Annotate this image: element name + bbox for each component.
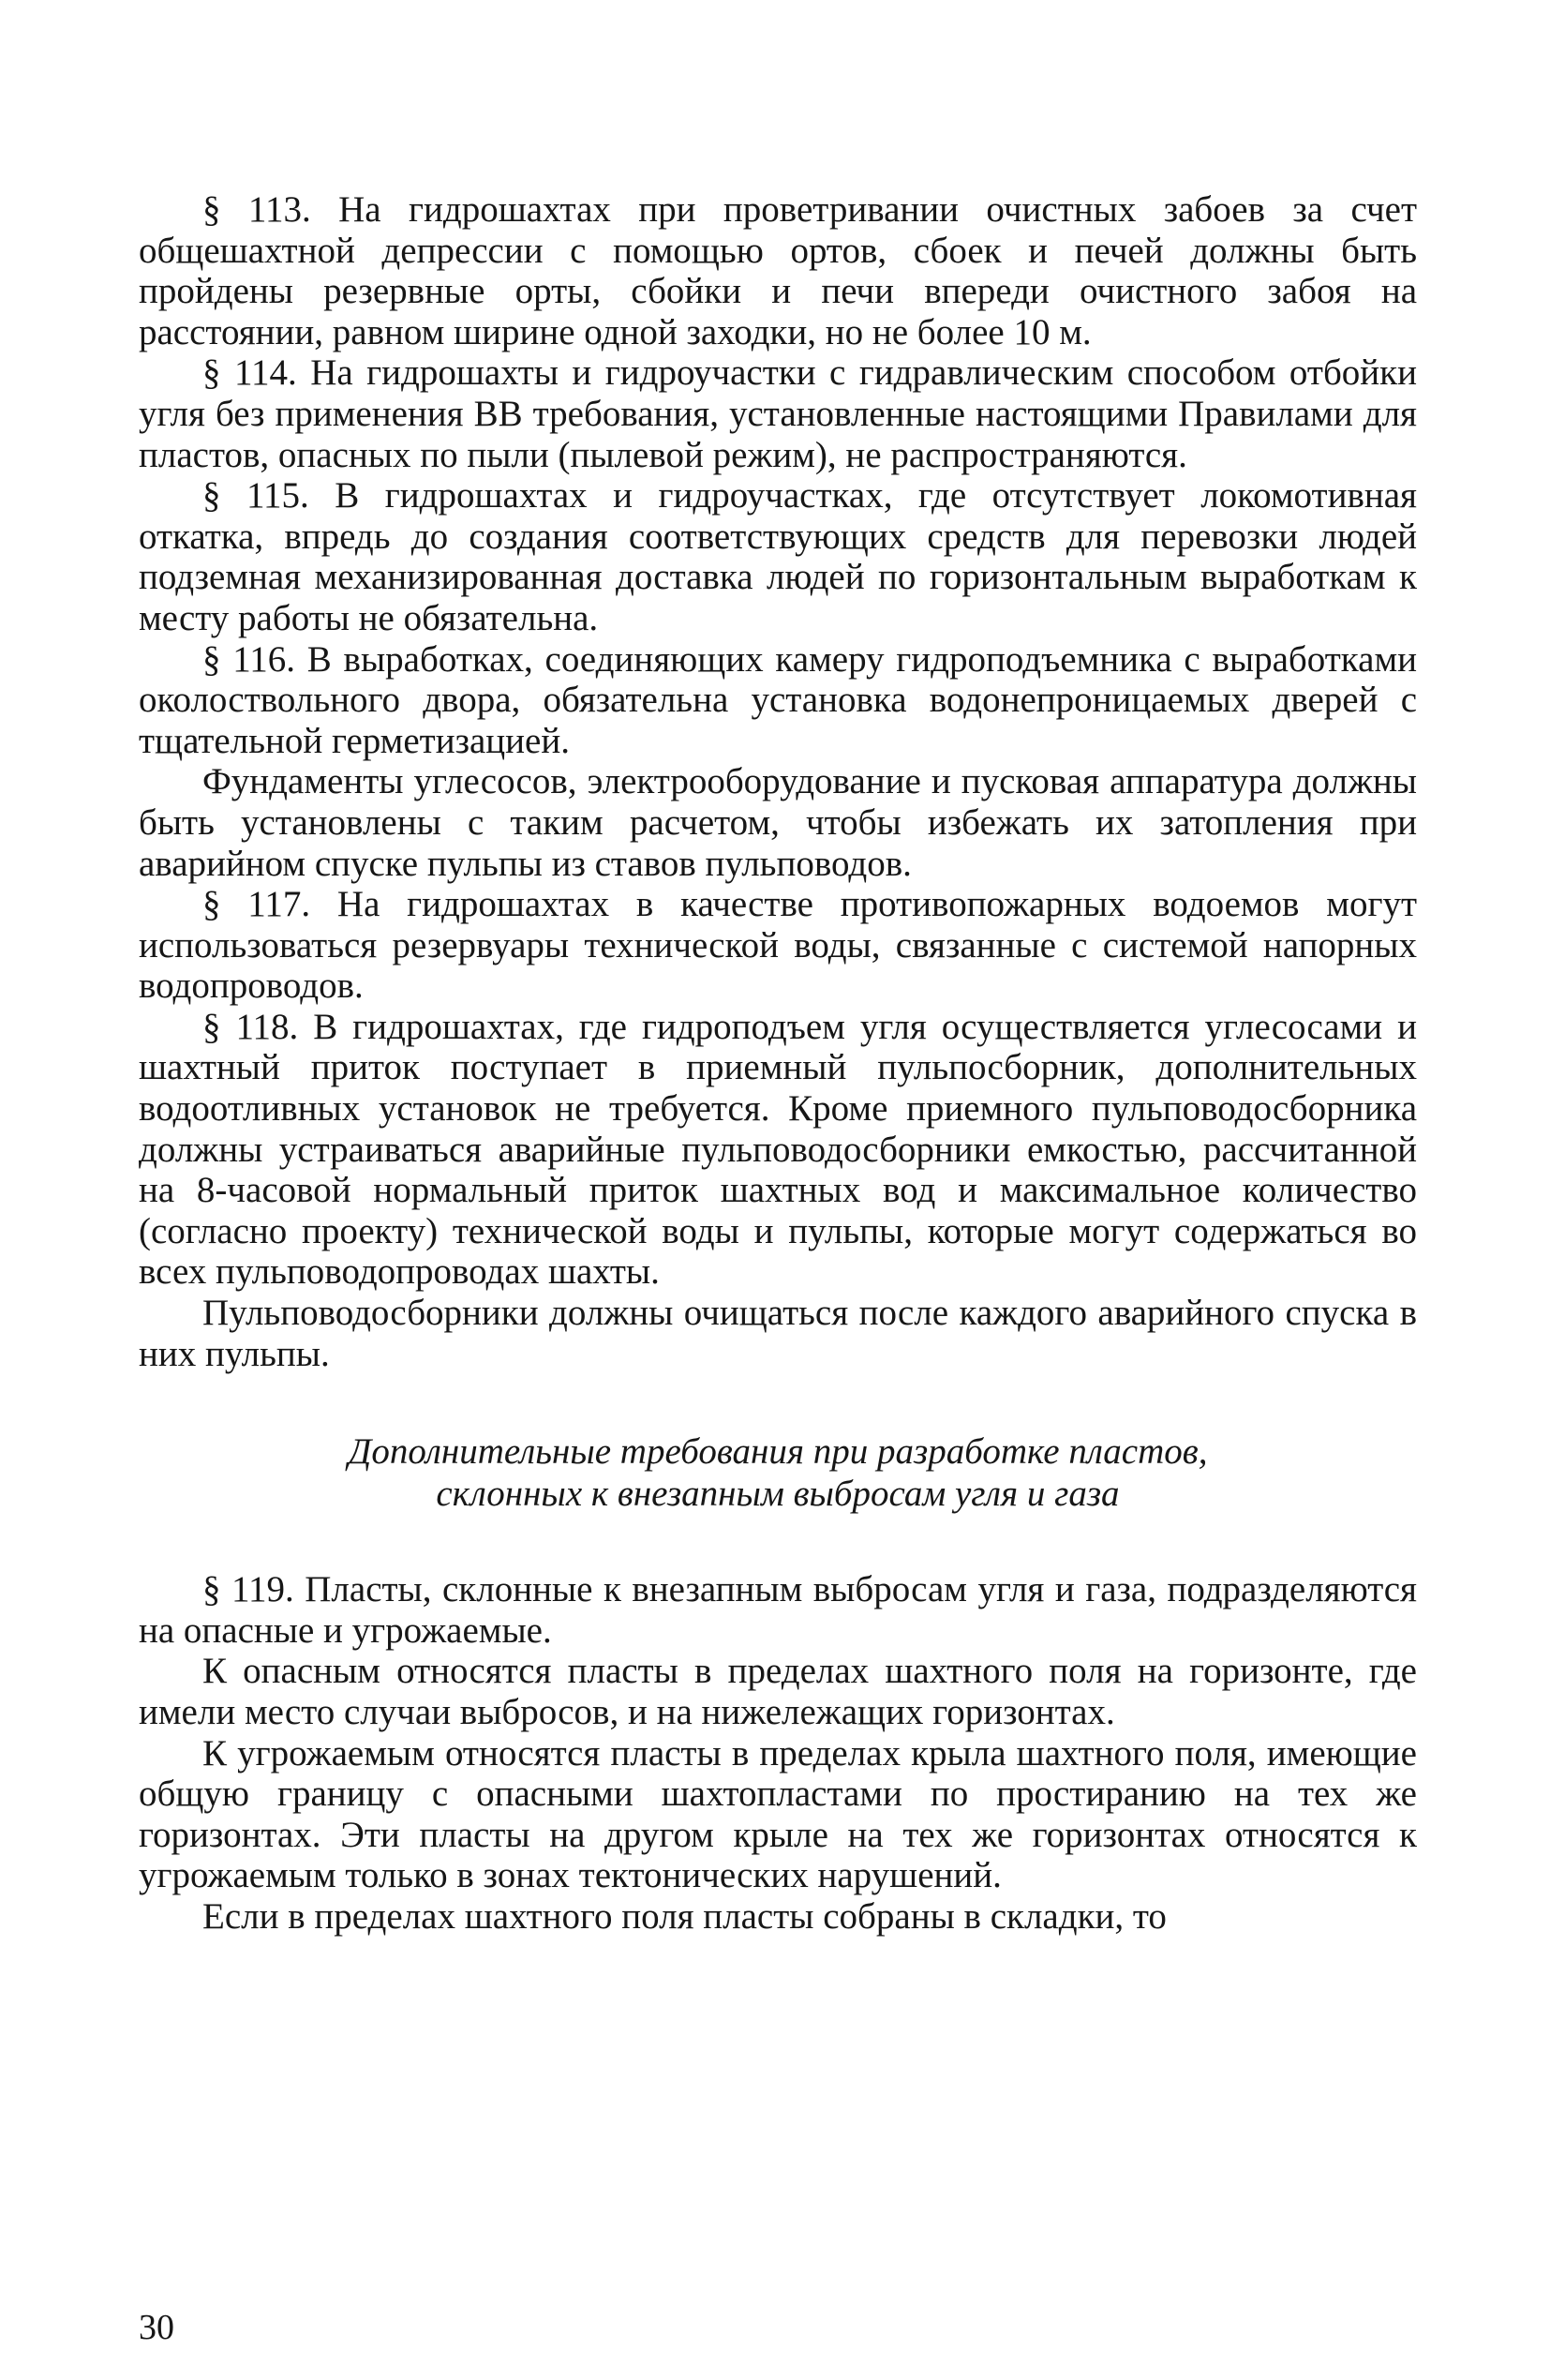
paragraph-116: § 116. В выработках, соединяющих камеру гидроподъемника с выработками околоствольного двора, обязательна установка водонепроницаемых дверей с тщательной герметизацией. [139,638,1417,761]
section-heading [139,1430,1417,1515]
paragraph-115: § 115. В гидрошахтах и гидроучастках, где отсутствует локомотивная откатка, впредь до создания соответствующих средств для перевозки людей подземная механизированная доставка людей по горизонтальным выработкам к месту работы не обязательна. [139,475,1417,638]
paragraph-119-folds: Если в пределах шахтного поля пласты собраны в складки, то [202,1895,1167,1937]
paragraph-118-continued: Пульповодосборники должны очищаться после каждого аварийного спуска в них пульпы. [139,1293,1417,1374]
paragraph-119: § 119. Пласты, склонные к внезапным выбросам угля и газа, подразделяются на опасные и угрожаемые. [139,1569,1417,1651]
paragraph-119-threatened: К угрожаемым относятся пласты в пределах крыла шахтного поля, имеющие общую границу с опасными шахтопластами по простиранию на тех же горизонтах. Эти пласты на другом крыле на тех же горизонтах относятся к угрожаемым только в зонах тектонических нарушений. [139,1732,1417,1896]
paragraph-114: § 114. На гидрошахты и гидроучастки с гидравлическим способом отбойки угля без применения ВВ требования, установленные настоящими Правилами для пластов, опасных по пыли (пылевой режим), не распространяются. [139,352,1417,475]
paragraph-119-dangerous: К опасным относятся пласты в пределах шахтного поля на горизонте, где имели место случаи выбросов, и на нижележащих горизонтах. [139,1651,1417,1732]
main-text-column [139,189,1417,1938]
section-heading-line-1: Дополнительные требования при разработке пластов, [348,1431,1208,1473]
page-number: 30 [139,2308,174,2347]
paragraph-116-continued: Фундаменты углесосов, электрооборудование и пусковая аппаратура должны быть установлены с таким расчетом, чтобы избежать их затопления при аварийном спуске пульпы из ставов пульповодов. [139,761,1417,884]
section-heading-line-2: склонных к внезапным выбросам угля и газа [436,1474,1120,1515]
paragraph-113: § 113. На гидрошахтах при проветривании очистных забоев за счет общешахтной депрессии с помощью ортов, сбоек и печей должны быть пройдены резервные орты, сбойки и печи впереди очистного забоя на расстоянии, равном ширине одной заходки, но не более 10 м. [139,189,1417,352]
paragraph-118: § 118. В гидрошахтах, где гидроподъем угля осуществляется углесосами и шахтный приток поступает в приемный пульпосборник, дополнительных водоотливных установок не требуется. Кроме приемного пульповодосборника должны устраиваться аварийные пульповодосборники емкостью, рассчитанной на 8-часовой нормальный приток шахтных вод и максимальное количество (согласно проекту) технической воды и пульпы, которые могут содержаться во всех пульповодопроводах шахты. [139,1006,1417,1293]
paragraph-117: § 117. На гидрошахтах в качестве противопожарных водоемов могут использоваться резервуары технической воды, связанные с системой напорных водопроводов. [139,884,1417,1007]
